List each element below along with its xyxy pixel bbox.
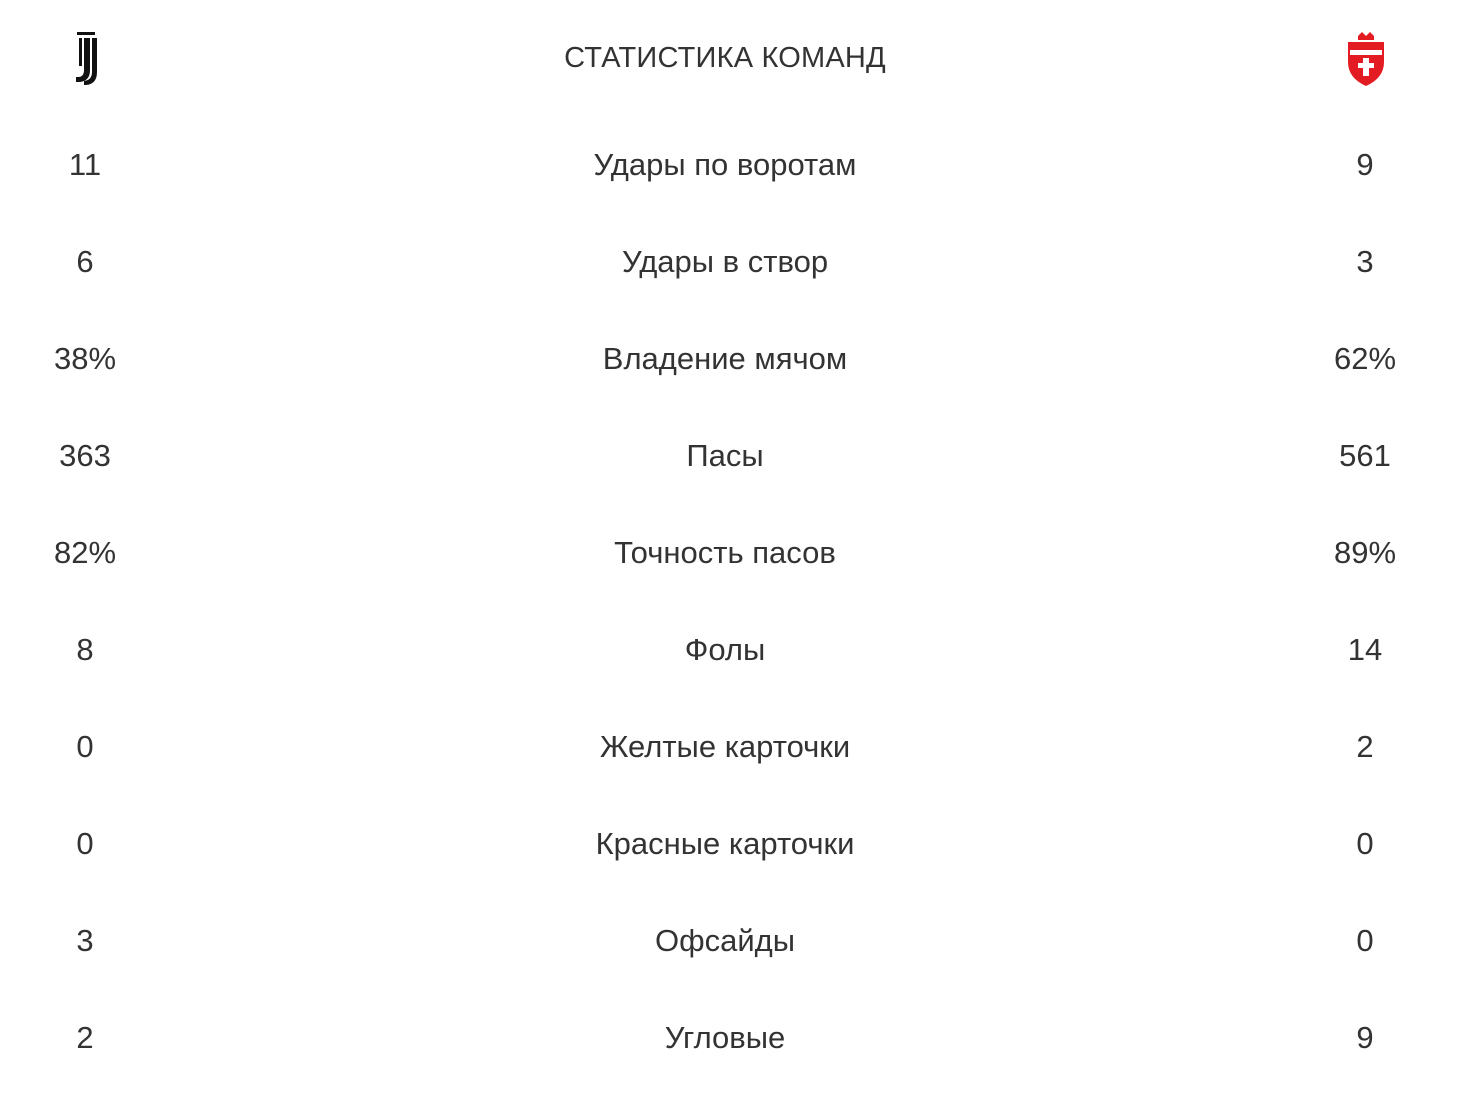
stat-rows	[0, 117, 1460, 1087]
home-value: 6	[76, 244, 94, 279]
stat-row-shots-on-target	[0, 214, 1460, 311]
away-value: 89%	[1333, 535, 1397, 570]
home-value: 38%	[53, 341, 117, 376]
stat-label: Владение мячом	[602, 341, 848, 376]
away-value: 2	[1356, 729, 1374, 764]
stat-label: Красные карточки	[595, 826, 855, 861]
stat-row-possession	[0, 311, 1460, 408]
home-value: 3	[76, 923, 94, 958]
away-value: 3	[1356, 244, 1374, 279]
stat-label: Пасы	[686, 438, 764, 473]
stat-label: Желтые карточки	[599, 729, 851, 764]
stat-row-shots	[0, 117, 1460, 214]
stat-row-fouls	[0, 602, 1460, 699]
away-value: 0	[1356, 923, 1374, 958]
stat-row-pass-accuracy	[0, 505, 1460, 602]
stats-header	[0, 22, 1460, 92]
stat-label: Фолы	[684, 632, 766, 667]
header-title: СТАТИСТИКА КОМАНД	[564, 42, 886, 74]
stat-row-corners	[0, 990, 1460, 1087]
away-value: 9	[1356, 1020, 1374, 1055]
home-value: 363	[59, 438, 111, 473]
stat-label: Угловые	[664, 1020, 786, 1055]
away-value: 561	[1339, 438, 1391, 473]
home-value: 11	[68, 147, 102, 182]
stat-row-offsides	[0, 893, 1460, 990]
away-value: 14	[1347, 632, 1383, 667]
home-value: 0	[76, 729, 94, 764]
stat-label: Удары в створ	[621, 244, 829, 279]
away-value: 0	[1356, 826, 1374, 861]
stat-label: Точность пасов	[614, 535, 836, 570]
stat-row-red-cards	[0, 796, 1460, 893]
away-value: 62%	[1333, 341, 1397, 376]
home-value: 82%	[53, 535, 117, 570]
stat-label: Офсайды	[654, 923, 796, 958]
away-value: 9	[1356, 147, 1374, 182]
juventus-logo-icon	[56, 28, 116, 88]
monza-logo-icon	[1336, 28, 1396, 88]
home-value: 8	[76, 632, 94, 667]
stat-row-passes	[0, 408, 1460, 505]
home-value: 0	[76, 826, 94, 861]
home-value: 2	[76, 1020, 94, 1055]
stat-row-yellow-cards	[0, 699, 1460, 796]
stat-label: Удары по воротам	[593, 147, 857, 182]
